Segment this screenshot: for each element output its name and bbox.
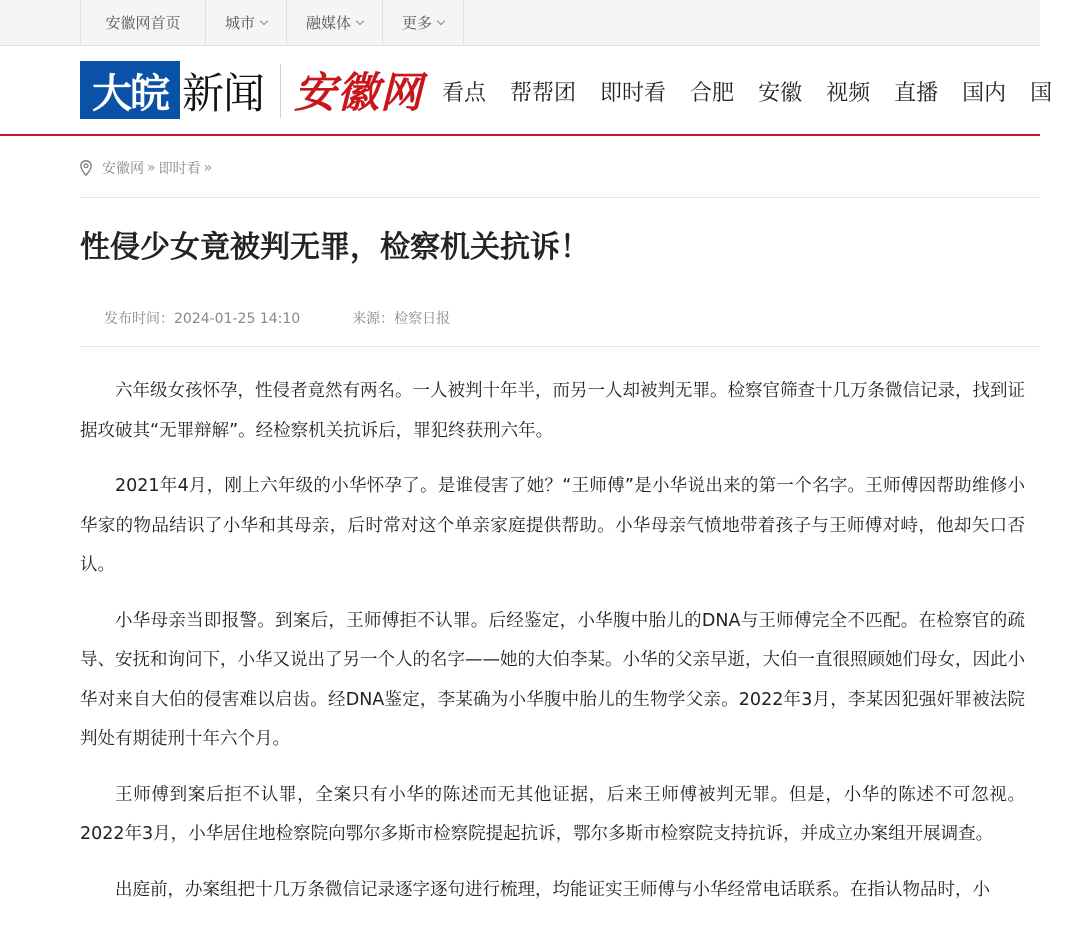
meta-divider — [80, 346, 1040, 347]
article-paragraph: 六年级女孩怀孕，性侵者竟然有两名。一人被判十年半，而另一人却被判无罪。检察官筛查十几万条微信记录，找到证据攻破其“无罪辩解”。经检察机关抗诉后，罪犯终获刑六年。 — [80, 381, 1025, 441]
xinwen-logo[interactable] — [182, 62, 264, 120]
publish-info — [104, 308, 300, 328]
topbar-city-dropdown[interactable] — [206, 0, 287, 45]
article-paragraph: 出庭前，办案组把十几万条微信记录逐字逐句进行梳理，均能证实王师傅与小华经常电话联系。在指认物品时，小 — [115, 879, 990, 900]
chevron-down-icon — [437, 16, 445, 24]
anhui-net-logo[interactable] — [294, 60, 423, 120]
publish-time: 2024-01-25 14:10 — [174, 311, 301, 327]
article-body — [80, 372, 1025, 926]
breadcrumb-separator: » — [203, 160, 213, 176]
nav-item-international[interactable]: 国 — [1030, 80, 1053, 106]
topbar-home-link[interactable] — [80, 0, 206, 45]
article-title: 性侵少女竟被判无罪，检察机关抗诉！ — [80, 230, 590, 265]
logo-divider — [280, 64, 281, 118]
nav-item-jishikan[interactable]: 即时看 — [600, 80, 667, 106]
chevron-down-icon — [260, 16, 268, 24]
source-label: 来源： — [352, 311, 395, 327]
source-name: 检察日报 — [394, 311, 451, 327]
nav-item-anhui[interactable]: 安徽 — [758, 80, 803, 106]
source-info — [352, 308, 450, 328]
article-paragraph: 2021年4月，刚上六年级的小华怀孕了。是谁侵害了她？“王师傅”是小华说出来的第一个名字。王师傅因帮助维修小华家的物品结识了小华和其母亲，后时常对这个单亲家庭提供帮助。小华母亲气愤地带着孩子与王师傅对峙，他却矢口否认。 — [80, 476, 1025, 575]
top-utility-bar — [0, 0, 1040, 46]
anhui-net-logo-text: 安徽网 — [294, 68, 424, 117]
topbar-more-label: 更多 — [401, 14, 432, 32]
article-paragraph: 王师傅到案后拒不认罪，全案只有小华的陈述而无其他证据，后来王师傅被判无罪。但是，小华的陈述不可忽视。2022年3月，小华居住地检察院向鄂尔多斯市检察院提起抗诉，鄂尔多斯市检察院支持抗诉，并成立办案组开展调查。 — [80, 784, 1025, 844]
topbar-media-label: 融媒体 — [305, 14, 351, 32]
article-meta — [104, 308, 450, 328]
breadcrumb — [80, 157, 215, 179]
topbar-home-label: 安徽网首页 — [105, 14, 181, 32]
nav-item-hefei[interactable]: 合肥 — [690, 80, 735, 106]
topbar-city-label: 城市 — [224, 14, 255, 32]
breadcrumb-separator: » — [147, 160, 156, 176]
article-paragraph: 小华母亲当即报警。到案后，王师傅拒不认罪。后经鉴定，小华腹中胎儿的DNA与王师傅完全不匹配。在检察官的疏导、安抚和询问下，小华又说出了另一个人的名字——她的大伯李某。小华的父亲早逝，大伯一直很照顾她们母女，因此小华对来自大伯的侵害难以启齿。经DNA鉴定，李某确为小华腹中胎儿的生物学父亲。2022年3月，李某因犯强奸罪被法院判处有期徒刑十年六个月。 — [80, 610, 1025, 749]
chevron-down-icon — [356, 16, 364, 24]
breadcrumb-home-link[interactable]: 安徽网 — [102, 161, 144, 177]
nav-item-bangbangtuan[interactable]: 帮帮团 — [510, 80, 577, 106]
nav-item-live[interactable]: 直播 — [894, 80, 939, 106]
topbar-more-dropdown[interactable] — [383, 0, 464, 45]
topbar-media-dropdown[interactable] — [287, 0, 383, 45]
dawan-logo[interactable] — [80, 61, 180, 119]
breadcrumb-section-link[interactable]: 即时看 — [158, 161, 201, 177]
site-header — [0, 46, 1053, 136]
main-nav — [442, 70, 1076, 112]
nav-item-domestic[interactable]: 国内 — [962, 80, 1007, 106]
dawan-logo-text: 大皖 — [92, 69, 168, 117]
nav-item-video[interactable]: 视频 — [826, 80, 871, 106]
xinwen-logo-text: 新闻 — [182, 69, 265, 118]
nav-item-kandian[interactable]: 看点 — [442, 80, 487, 106]
location-pin-icon — [80, 160, 92, 176]
publish-label: 发布时间： — [104, 311, 174, 327]
breadcrumb-divider — [80, 197, 1040, 198]
